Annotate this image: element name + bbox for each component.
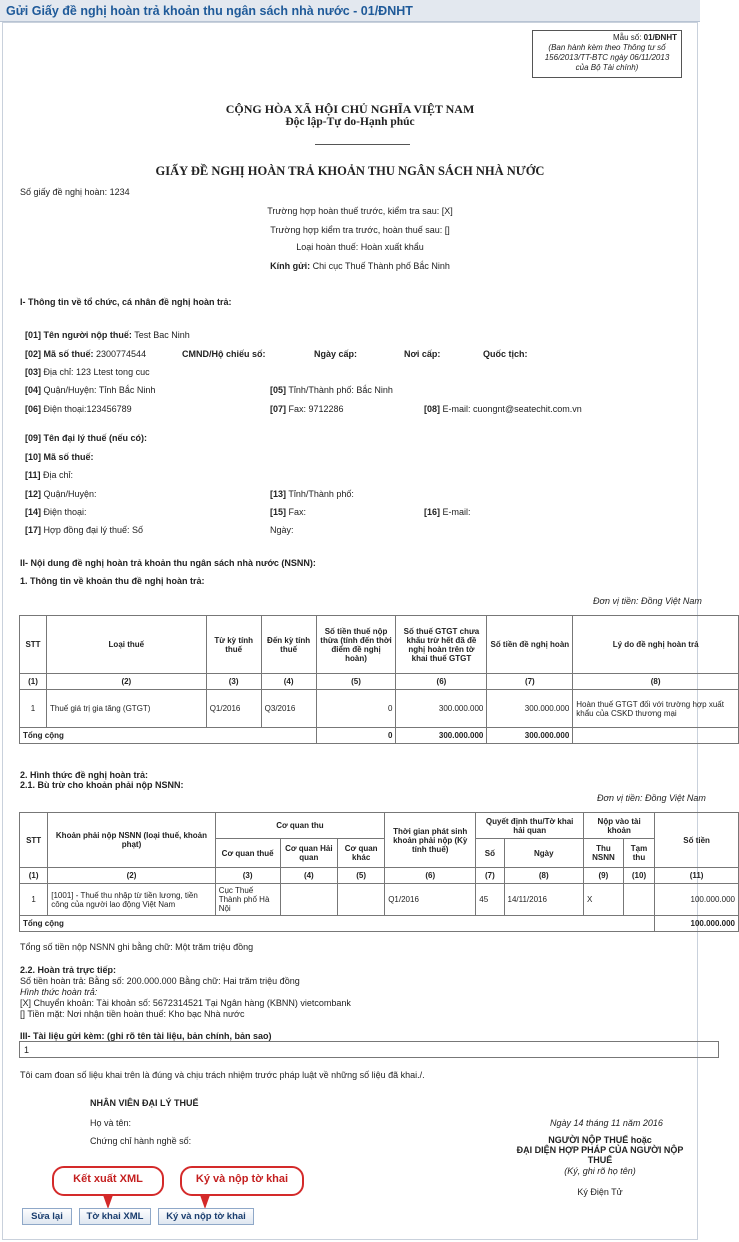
sign-submit-callout-pointer xyxy=(200,1195,210,1209)
sign-note: (Ký, ghi rõ họ tên) xyxy=(564,1166,636,1176)
t2-header-tax-agency: Cơ quan thuế xyxy=(215,839,280,868)
t1-cell: Q1/2016 xyxy=(206,690,261,728)
t1-header-from: Từ kỳ tính thuế xyxy=(206,616,261,674)
t1-num: (1) xyxy=(20,674,47,690)
form-code-note1: (Ban hành kèm theo Thông tư số xyxy=(548,43,666,52)
total-in-words: Tổng số tiền nộp NSNN ghi bằng chữ: Một trăm triệu đồng xyxy=(20,942,254,952)
t1-cell: 300.000.000 xyxy=(396,690,487,728)
field-09: [09] Tên đại lý thuế (nếu có): xyxy=(25,433,148,443)
t2-cell: X xyxy=(584,884,624,916)
field-15-value: Fax: xyxy=(286,507,307,517)
field-03-label: [03] xyxy=(25,367,42,377)
t2-header-date: Ngày xyxy=(504,839,584,868)
field-11-value: Địa chỉ: xyxy=(40,470,74,480)
field-04 xyxy=(25,385,155,395)
export-xml-callout-pointer xyxy=(103,1195,113,1209)
field-07 xyxy=(270,404,344,414)
id-card-label: CMND/Hộ chiếu số: xyxy=(182,349,266,359)
t1-header-tax-type: Loại thuế xyxy=(46,616,206,674)
field-11 xyxy=(25,470,73,480)
agent-name-label: Họ và tên: xyxy=(90,1118,132,1128)
field-11-label: [11] xyxy=(25,470,41,480)
field-01-value: Test Bac Ninh xyxy=(131,330,190,340)
t1-header-to: Đến kỳ tính thuế xyxy=(261,616,316,674)
t1-total-overpaid: 0 xyxy=(316,728,396,744)
field-04-value: Quận/Huyện: Tỉnh Bắc Ninh xyxy=(41,385,156,395)
t2-header-amount: Số tiền xyxy=(655,813,739,868)
sign-submit-button[interactable]: Ký và nộp tờ khai xyxy=(158,1208,254,1225)
t2-cell: 14/11/2016 xyxy=(504,884,584,916)
window-title: Gửi Giấy đề nghị hoàn trả khoản thu ngân sách nhà nước - 01/ĐNHT xyxy=(0,0,700,22)
field-05-label: [05] xyxy=(270,385,287,395)
unit-label-1: Đơn vị tiền: Đồng Việt Nam xyxy=(593,596,702,606)
field-03-value: Địa chỉ: 123 Ltest tong cuc xyxy=(41,367,150,377)
form-code-box xyxy=(532,30,682,78)
field-12-value: Quận/Huyện: xyxy=(41,489,97,499)
form-code-label: Mẫu số: xyxy=(612,33,642,42)
field-16-label: [16] xyxy=(424,507,441,517)
field-15-label: [15] xyxy=(270,507,287,517)
t1-num: (4) xyxy=(261,674,316,690)
header-divider xyxy=(315,144,410,145)
field-17-label: [17] xyxy=(25,525,42,535)
t1-header-vat: Số thuế GTGT chưa khấu trừ hết đã đề nghị hoàn trên tờ khai thuế GTGT xyxy=(396,616,487,674)
field-08-label: [08] xyxy=(424,404,441,414)
taxpayer-line1: NGƯỜI NỘP THUẾ hoặc xyxy=(548,1135,652,1145)
sign-date: Ngày 14 tháng 11 năm 2016 xyxy=(550,1118,663,1128)
field-17 xyxy=(25,525,143,535)
form-code-note2: 156/2013/TT-BTC ngày 06/11/2013 xyxy=(544,53,670,62)
t1-num: (3) xyxy=(206,674,261,690)
document-title: GIẤY ĐỀ NGHỊ HOÀN TRẢ KHOẢN THU NGÂN SÁCH NHÀ NƯỚC xyxy=(155,164,545,178)
t1-num: (7) xyxy=(487,674,573,690)
field-05-value: Tỉnh/Thành phố: Bắc Ninh xyxy=(286,385,393,395)
t2-header-agency: Cơ quan thu xyxy=(215,813,385,839)
t1-cell: Thuế giá trị gia tăng (GTGT) xyxy=(46,690,206,728)
field-06 xyxy=(25,404,132,414)
t2-cell: Cục Thuế Thành phố Hà Nội xyxy=(215,884,280,916)
refund-form-label: Hình thức hoàn trả: xyxy=(20,987,98,997)
field-06-label: [06] xyxy=(25,404,42,414)
t1-header-reason: Lý do đề nghị hoàn trả xyxy=(573,616,739,674)
field-07-label: [07] xyxy=(270,404,287,414)
t1-cell: 300.000.000 xyxy=(487,690,573,728)
t2-num: (7) xyxy=(476,868,504,884)
attachment-item: 1 xyxy=(24,1045,30,1055)
field-02-label: [02] Mã số thuế: xyxy=(25,349,94,359)
refund-type: Loại hoàn thuế: Hoàn xuất khẩu xyxy=(296,242,424,252)
t2-cell: Q1/2016 xyxy=(385,884,476,916)
t1-num: (8) xyxy=(573,674,739,690)
t2-header-temp: Tạm thu xyxy=(623,839,654,868)
form-code: 01/ĐNHT xyxy=(643,33,677,42)
send-to-value: Chi cục Thuế Thành phố Bắc Ninh xyxy=(310,261,450,271)
t2-cell xyxy=(280,884,338,916)
t2-num: (8) xyxy=(504,868,584,884)
field-02-value: 2300774544 xyxy=(93,349,147,359)
t2-num: (3) xyxy=(215,868,280,884)
field-12-label: [12] xyxy=(25,489,42,499)
offset-table xyxy=(19,812,739,932)
field-07-value: Fax: 9712286 xyxy=(286,404,344,414)
t2-num: (9) xyxy=(584,868,624,884)
t2-header-customs: Cơ quan Hải quan xyxy=(280,839,338,868)
t1-num: (6) xyxy=(396,674,487,690)
t1-header-amount: Số tiền đề nghị hoàn xyxy=(487,616,573,674)
table-total-row xyxy=(20,728,739,744)
field-14 xyxy=(25,507,87,517)
t2-header-period: Thời gian phát sinh khoản phải nộp (Kỳ tính thuế) xyxy=(385,813,476,868)
refund-table xyxy=(19,615,739,744)
t1-cell: Q3/2016 xyxy=(261,690,316,728)
t2-header-decision: Quyết định thu/Tờ khai hải quan xyxy=(476,813,584,839)
agent-cert-label: Chứng chỉ hành nghề số: xyxy=(90,1136,192,1146)
t2-cell: 1 xyxy=(20,884,48,916)
direct-refund-amount: Số tiền hoàn trả: Bằng số: 200.000.000 Bằng chữ: Hai trăm triệu đồng xyxy=(20,976,300,986)
t2-header-nsnn: Thu NSNN xyxy=(584,839,624,868)
field-03 xyxy=(25,367,150,377)
t2-cell xyxy=(338,884,385,916)
section2b-heading: 2. Hình thức đề nghị hoàn trả: xyxy=(20,770,149,780)
field-01-label: [01] Tên người nộp thuế: xyxy=(25,330,132,340)
t1-total-vat: 300.000.000 xyxy=(396,728,487,744)
t2-header-stt: STT xyxy=(20,813,48,868)
section2b-sub: 2.1. Bù trừ cho khoản phải nộp NSNN: xyxy=(20,780,184,790)
section1-heading: I- Thông tin về tổ chức, cá nhân đề nghị hoàn trả: xyxy=(20,297,232,307)
field-14-label: [14] xyxy=(25,507,42,517)
field-12 xyxy=(25,489,97,499)
nationality-label: Quốc tịch: xyxy=(483,349,528,359)
t2-cell xyxy=(623,884,654,916)
t2-total-value: 100.000.000 xyxy=(655,916,739,932)
nation-heading: CỘNG HÒA XÃ HỘI CHỦ NGHĨA VIỆT NAM xyxy=(225,102,475,116)
t2-num: (2) xyxy=(48,868,215,884)
case-before: Trường hợp hoàn thuế trước, kiểm tra sau: [X] xyxy=(267,206,453,216)
digital-signature: Ký Điện Tử xyxy=(577,1187,623,1197)
t2-cell: 45 xyxy=(476,884,504,916)
taxpayer-line3: THUẾ xyxy=(587,1155,613,1165)
form-code-note3: của Bộ Tài chính) xyxy=(575,63,639,72)
sign-submit-callout: Ký và nộp tờ khai xyxy=(180,1166,304,1196)
t2-cell: [1001] - Thuế thu nhập từ tiền lương, tiền công của người lao động Việt Nam xyxy=(48,884,215,916)
field-13-label: [13] xyxy=(270,489,287,499)
field-10: [10] Mã số thuế: xyxy=(25,452,94,462)
commitment: Tôi cam đoan số liệu khai trên là đúng và chịu trách nhiệm trước pháp luật về những số liệu đã khai./. xyxy=(20,1070,425,1080)
refund-cash: [] Tiền mặt: Nơi nhận tiền hoàn thuế: Kho bạc Nhà nước xyxy=(20,1009,245,1019)
field-16-value: E-mail: xyxy=(440,507,471,517)
table-total-row xyxy=(20,916,739,932)
field-04-label: [04] xyxy=(25,385,42,395)
t2-total-label: Tổng cộng xyxy=(20,916,655,932)
t1-cell: 0 xyxy=(316,690,396,728)
t1-num: (2) xyxy=(46,674,206,690)
edit-button[interactable]: Sửa lại xyxy=(22,1208,72,1225)
field-08 xyxy=(424,404,582,414)
field-05 xyxy=(270,385,393,395)
t2-cell: 100.000.000 xyxy=(655,884,739,916)
field-16 xyxy=(424,507,471,517)
t1-cell: 1 xyxy=(20,690,47,728)
t1-cell: Hoàn thuế GTGT đối với trường hợp xuất khẩu của CSKD thương mại xyxy=(573,690,739,728)
t1-total-amount: 300.000.000 xyxy=(487,728,573,744)
field-17-date: Ngày: xyxy=(270,525,294,535)
t2-num: (4) xyxy=(280,868,338,884)
unit-label-2: Đơn vị tiền: Đồng Việt Nam xyxy=(597,793,706,803)
issue-place-label: Nơi cấp: xyxy=(404,349,441,359)
field-17-value: Hợp đồng đại lý thuế: Số xyxy=(41,525,143,535)
motto: Độc lập-Tự do-Hạnh phúc xyxy=(285,116,415,128)
export-xml-callout: Kết xuất XML xyxy=(52,1166,164,1196)
t1-total-label: Tổng cộng xyxy=(20,728,317,744)
field-15 xyxy=(270,507,306,517)
field-02 xyxy=(25,349,146,359)
attachments-heading: III- Tài liệu gửi kèm: (ghi rõ tên tài liệu, bản chính, bản sao) xyxy=(20,1031,272,1041)
t2-header-account: Nộp vào tài khoản xyxy=(584,813,655,839)
taxpayer-line2: ĐẠI DIỆN HỢP PHÁP CỦA NGƯỜI NỘP xyxy=(516,1145,684,1155)
field-13-value: Tỉnh/Thành phố: xyxy=(286,489,354,499)
field-06-value: Điện thoại:123456789 xyxy=(41,404,132,414)
send-to xyxy=(160,261,560,271)
t2-num: (5) xyxy=(338,868,385,884)
t2-header-other: Cơ quan khác xyxy=(338,839,385,868)
section2-heading: II- Nội dung đề nghị hoàn trả khoản thu ngân sách nhà nước (NSNN): xyxy=(20,558,316,568)
send-to-label: Kính gửi: xyxy=(270,261,311,271)
field-08-value: E-mail: cuongnt@seatechit.com.vn xyxy=(440,404,582,414)
t1-num: (5) xyxy=(316,674,396,690)
doc-number: Số giấy đề nghị hoàn: 1234 xyxy=(20,187,130,197)
table-row xyxy=(20,884,739,916)
field-01 xyxy=(25,330,190,340)
t1-header-overpaid: Số tiền thuế nộp thừa (tính đến thời điểm đề nghị hoàn) xyxy=(316,616,396,674)
case-after: Trường hợp kiểm tra trước, hoàn thuế sau: [] xyxy=(270,225,450,235)
refund-transfer: [X] Chuyển khoản: Tài khoản số: 5672314521 Tại Ngân hàng (KBNN) vietcombank xyxy=(20,998,351,1008)
t2-num: (11) xyxy=(655,868,739,884)
issue-date-label: Ngày cấp: xyxy=(314,349,358,359)
t2-num: (10) xyxy=(623,868,654,884)
t1-total-empty xyxy=(573,728,739,744)
t2-header-payable: Khoản phải nộp NSNN (loại thuế, khoản phạt) xyxy=(48,813,215,868)
direct-refund-heading: 2.2. Hoàn trả trực tiếp: xyxy=(20,965,117,975)
t2-num: (1) xyxy=(20,868,48,884)
section2-sub1: 1. Thông tin về khoản thu đề nghị hoàn trả: xyxy=(20,576,205,586)
field-13 xyxy=(270,489,354,499)
attachment-row xyxy=(19,1041,719,1058)
t2-num: (6) xyxy=(385,868,476,884)
t1-header-stt: STT xyxy=(20,616,47,674)
t2-header-no: Số xyxy=(476,839,504,868)
xml-declaration-button[interactable]: Tờ khai XML xyxy=(79,1208,151,1225)
table-row xyxy=(20,690,739,728)
agent-title: NHÂN VIÊN ĐẠI LÝ THUẾ xyxy=(90,1098,199,1108)
field-14-value: Điện thoại: xyxy=(41,507,87,517)
